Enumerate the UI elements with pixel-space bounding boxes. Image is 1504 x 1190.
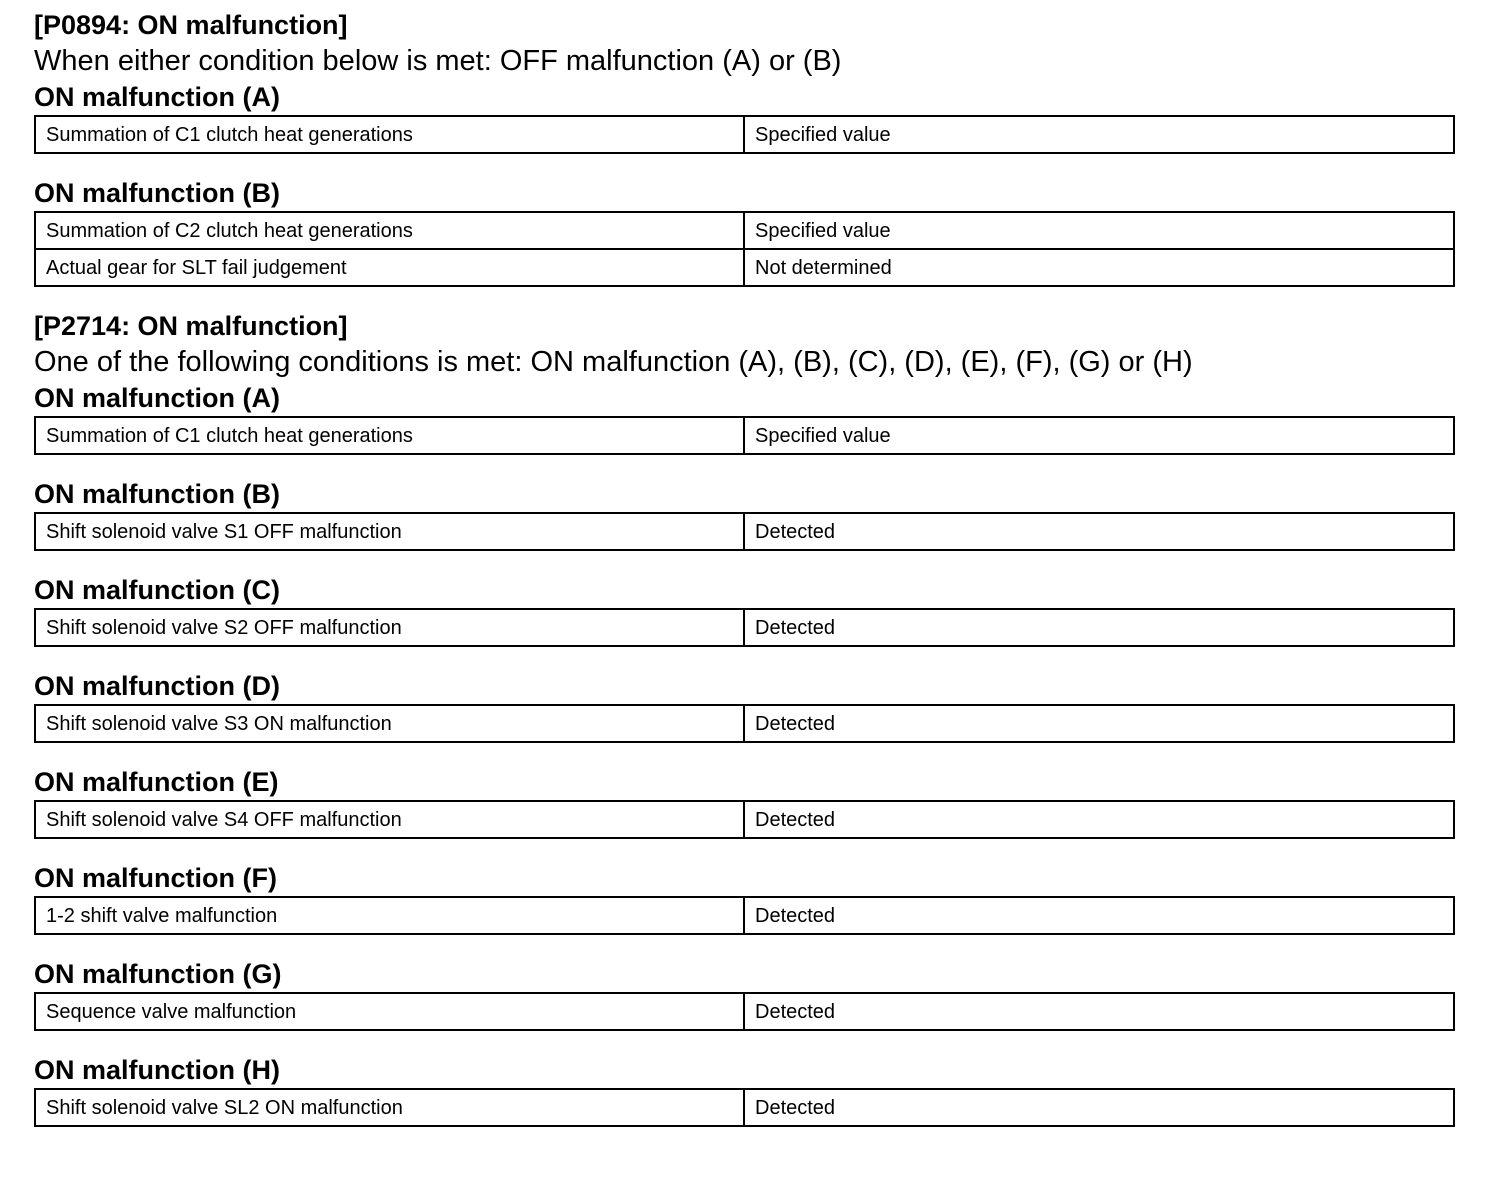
condition-value-cell: Detected	[744, 609, 1454, 646]
condition-item-cell: Shift solenoid valve S3 ON malfunction	[35, 705, 744, 742]
table-row	[35, 801, 1454, 838]
malfunction-group-heading: ON malfunction (B)	[34, 479, 280, 509]
table-row	[35, 513, 1454, 550]
condition-value-cell: Detected	[744, 705, 1454, 742]
condition-value-cell: Detected	[744, 993, 1454, 1030]
condition-item-cell: Summation of C2 clutch heat generations	[35, 212, 744, 249]
condition-value-cell: Not determined	[744, 249, 1454, 286]
condition-value-cell: Detected	[744, 513, 1454, 550]
malfunction-group-heading: ON malfunction (A)	[34, 82, 280, 112]
condition-table	[34, 896, 1455, 935]
dtc-code-heading: [P2714: ON malfunction]	[34, 311, 348, 341]
condition-table	[34, 1088, 1455, 1127]
table-row	[35, 705, 1454, 742]
condition-table	[34, 608, 1455, 647]
document	[34, 0, 1451, 1127]
table-row	[35, 212, 1454, 249]
malfunction-group-heading: ON malfunction (C)	[34, 575, 280, 605]
condition-table	[34, 704, 1455, 743]
malfunction-group-heading: ON malfunction (D)	[34, 671, 280, 701]
table-row	[35, 609, 1454, 646]
malfunction-group-heading: ON malfunction (H)	[34, 1055, 280, 1085]
condition-value-cell: Specified value	[744, 116, 1454, 153]
table-row	[35, 116, 1454, 153]
condition-table	[34, 512, 1455, 551]
condition-table	[34, 416, 1455, 455]
condition-item-cell: Shift solenoid valve S2 OFF malfunction	[35, 609, 744, 646]
table-row	[35, 417, 1454, 454]
malfunction-group-heading: ON malfunction (B)	[34, 178, 280, 208]
detection-condition-text: When either condition below is met: OFF malfunction (A) or (B)	[34, 45, 842, 77]
condition-value-cell: Specified value	[744, 417, 1454, 454]
malfunction-group-heading: ON malfunction (G)	[34, 959, 282, 989]
condition-value-cell: Detected	[744, 1089, 1454, 1126]
condition-item-cell: Summation of C1 clutch heat generations	[35, 417, 744, 454]
condition-item-cell: Actual gear for SLT fail judgement	[35, 249, 744, 286]
table-row	[35, 897, 1454, 934]
condition-item-cell: Sequence valve malfunction	[35, 993, 744, 1030]
malfunction-group-heading: ON malfunction (E)	[34, 767, 279, 797]
table-row	[35, 993, 1454, 1030]
table-row	[35, 249, 1454, 286]
condition-item-cell: Shift solenoid valve S4 OFF malfunction	[35, 801, 744, 838]
condition-value-cell: Specified value	[744, 212, 1454, 249]
dtc-section-p2714	[34, 308, 1451, 1127]
condition-table	[34, 800, 1455, 839]
condition-table	[34, 211, 1455, 287]
malfunction-group-heading: ON malfunction (F)	[34, 863, 277, 893]
dtc-section-p0894	[34, 7, 1451, 287]
condition-table	[34, 992, 1455, 1031]
table-row	[35, 1089, 1454, 1126]
condition-value-cell: Detected	[744, 897, 1454, 934]
malfunction-group-heading: ON malfunction (A)	[34, 383, 280, 413]
condition-table	[34, 115, 1455, 154]
condition-value-cell: Detected	[744, 801, 1454, 838]
condition-item-cell: Shift solenoid valve SL2 ON malfunction	[35, 1089, 744, 1126]
condition-item-cell: Shift solenoid valve S1 OFF malfunction	[35, 513, 744, 550]
condition-item-cell: Summation of C1 clutch heat generations	[35, 116, 744, 153]
dtc-code-heading: [P0894: ON malfunction]	[34, 10, 348, 40]
detection-condition-text: One of the following conditions is met: ON malfunction (A), (B), (C), (D), (E), (F), (G) or (H)	[34, 346, 1193, 378]
condition-item-cell: 1-2 shift valve malfunction	[35, 897, 744, 934]
